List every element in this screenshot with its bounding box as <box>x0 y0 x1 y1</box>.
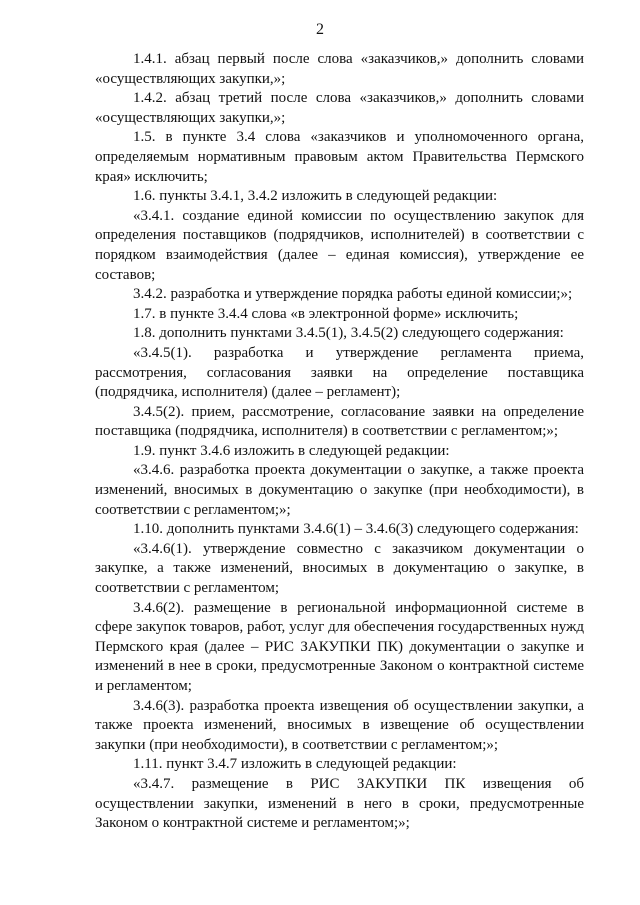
paragraph-1-7: 1.7. в пункте 3.4.4 слова «в электронной форме» исключить; <box>133 305 519 322</box>
paragraph-1-9: 1.9. пункт 3.4.6 изложить в следующей редакции: <box>133 442 450 459</box>
paragraph-3-4-6-3: 3.4.6(3). разработка проекта извещения об осуществлении закупки, а также проекта изменений, вносимых в извещение об осуществлении закупки (при необходимости), в соответствии с регламентом;»; <box>95 697 584 753</box>
paragraph-1-6: 1.6. пункты 3.4.1, 3.4.2 изложить в следующей редакции: <box>133 188 498 205</box>
paragraph-3-4-5-1: «3.4.5(1). разработка и утверждение регламента приема, рассмотрения, согласования заявки на определение поставщика (подрядчика, исполнителя) (далее – регламент); <box>95 344 584 401</box>
paragraph-3-4-6: «3.4.6. разработка проекта документации о закупке, а также проекта изменений, вносимых в документацию о закупке (при необходимости), в соответствии с регламентом;»; <box>95 462 584 518</box>
paragraph-1-10: 1.10. дополнить пунктами 3.4.6(1) – 3.4.6(3) следующего содержания: <box>133 521 579 538</box>
paragraph-1-4-2: 1.4.2. абзац третий после слова «заказчиков,» дополнить словами «осуществляющих закупки,»; <box>95 90 584 126</box>
paragraph-3-4-6-1: «3.4.6(1). утверждение совместно с заказчиком документации о закупке, а также изменений, вносимых в документацию о закупке, в соответствии с регламентом; <box>95 540 584 597</box>
paragraph-1-4-1: 1.4.1. абзац первый после слова «заказчиков,» дополнить словами «осуществляющих закупки,»; <box>95 51 584 87</box>
paragraph-3-4-5-2: 3.4.5(2). прием, рассмотрение, согласование заявки на определение поставщика (подрядчика, исполнителя) в соответствии с регламентом;»; <box>95 403 584 440</box>
paragraph-1-11: 1.11. пункт 3.4.7 изложить в следующей редакции: <box>133 756 457 773</box>
page-number: 2 <box>316 21 324 38</box>
paragraph-3-4-6-2: 3.4.6(2). размещение в региональной информационной системе в сфере закупок товаров, работ, услуг для обеспечения государственных нужд Пермского края (далее – РИС ЗАКУПКИ ПК) документации о закупке и изменений в нее в сроки, предусмотренные Законом о контрактной системе и регламентом; <box>95 599 584 694</box>
paragraph-1-5: 1.5. в пункте 3.4 слова «заказчиков и уполномоченного органа, определяемым нормативным правовым актом Правительства Пермского края» исключить; <box>95 129 584 185</box>
document-body <box>95 50 584 834</box>
paragraph-3-4-1: «3.4.1. создание единой комиссии по осуществлению закупок для определения поставщиков (подрядчиков, исполнителей) в соответствии с порядком взаимодействия (далее – единая комиссия), утверждение ее составов; <box>95 207 584 283</box>
paragraph-1-8: 1.8. дополнить пунктами 3.4.5(1), 3.4.5(2) следующего содержания: <box>133 325 564 342</box>
paragraph-3-4-2: 3.4.2. разработка и утверждение порядка работы единой комиссии;»; <box>133 286 573 303</box>
paragraph-3-4-7: «3.4.7. размещение в РИС ЗАКУПКИ ПК извещения об осуществлении закупки, изменений в него в сроки, предусмотренные Законом о контрактной системе и регламентом;»; <box>95 775 584 832</box>
